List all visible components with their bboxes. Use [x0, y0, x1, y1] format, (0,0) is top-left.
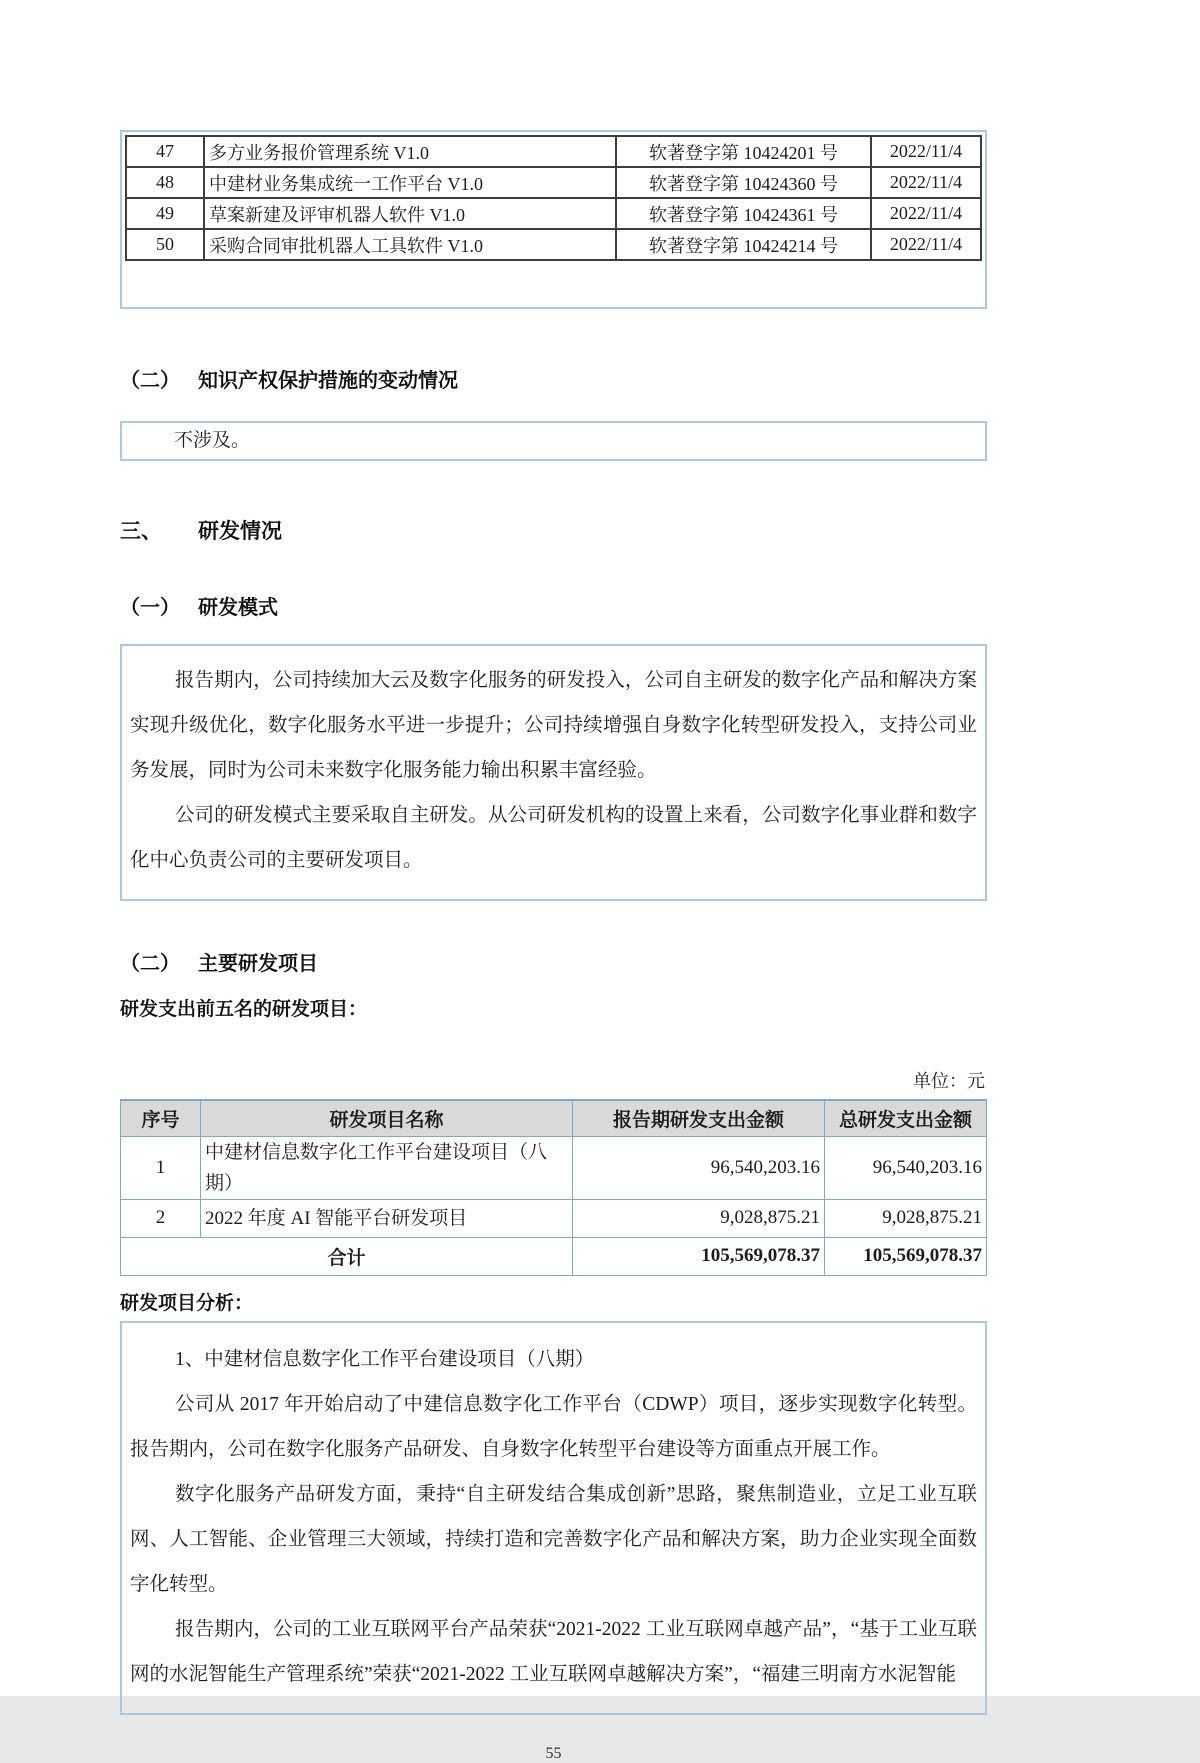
- rd-projects-table: [120, 1099, 987, 1276]
- row-number: 50: [126, 229, 204, 260]
- row-number: 48: [126, 167, 204, 198]
- section-title: 主要研发项目: [198, 953, 318, 975]
- software-name: 草案新建及评审机器人软件 V1.0: [204, 198, 616, 229]
- section-heading-ip-changes: [120, 364, 987, 393]
- period-amount: 96,540,203.16: [573, 1136, 825, 1199]
- registration-date: 2022/11/4: [871, 136, 981, 167]
- registration-no: 软著登字第 10424360 号: [616, 167, 871, 198]
- paragraph: 数字化服务产品研发方面，秉持“自主研发结合集成创新”思路，聚焦制造业，立足工业互联网、人工智能、企业管理三大领域，持续打造和完善数字化产品和解决方案，助力企业实现全面数字化转型。: [130, 1483, 977, 1595]
- registration-date: 2022/11/4: [871, 198, 981, 229]
- paragraph: 1、中建材信息数字化工作平台建设项目（八期）: [175, 1348, 595, 1370]
- period-amount: 105,569,078.37: [573, 1237, 825, 1275]
- paragraph: 报告期内，公司的工业互联网平台产品荣获“2021-2022 工业互联网卓越产品”，“基于工业互联网的水泥智能生产管理系统”荣获“2021-2022 工业互联网卓越解决方案”，“福建三明南方水泥智能: [130, 1618, 977, 1685]
- rd-mode-content-box: [120, 644, 987, 901]
- registrations-table: [125, 135, 982, 261]
- section-label: （一）: [120, 597, 180, 619]
- header-total: 总研发支出金额: [825, 1100, 987, 1136]
- ip-changes-content: 不涉及。: [174, 430, 251, 451]
- section-title: 知识产权保护措施的变动情况: [198, 370, 458, 392]
- header-period: 报告期研发支出金额: [573, 1100, 825, 1136]
- analysis-content-box: [120, 1321, 987, 1715]
- total-amount: 96,540,203.16: [825, 1136, 987, 1199]
- project-name: 2022 年度 AI 智能平台研发项目: [201, 1199, 573, 1237]
- paragraph: 公司从 2017 年开始启动了中建信息数字化工作平台（CDWP）项目，逐步实现数字化转型。报告期内，公司在数字化服务产品研发、自身数字化转型平台建设等方面重点开展工作。: [130, 1393, 977, 1460]
- row-number: 49: [126, 198, 204, 229]
- registration-date: 2022/11/4: [871, 167, 981, 198]
- project-name: 中建材信息数字化工作平台建设项目（八期）: [201, 1136, 573, 1199]
- software-name: 多方业务报价管理系统 V1.0: [204, 136, 616, 167]
- table-header-row: [121, 1100, 987, 1136]
- row-number: 47: [126, 136, 204, 167]
- section-label: （二）: [120, 953, 180, 975]
- registration-no: 软著登字第 10424201 号: [616, 136, 871, 167]
- table-row: [126, 198, 981, 229]
- registration-no: 软著登字第 10424214 号: [616, 229, 871, 260]
- table-total-row: [121, 1237, 987, 1275]
- software-name: 采购合同审批机器人工具软件 V1.0: [204, 229, 616, 260]
- section-title: 研发模式: [198, 597, 278, 619]
- row-number: 2: [121, 1199, 201, 1237]
- section-label: （二）: [120, 370, 180, 392]
- header-name: 研发项目名称: [201, 1100, 573, 1136]
- software-name: 中建材业务集成统一工作平台 V1.0: [204, 167, 616, 198]
- period-amount: 9,028,875.21: [573, 1199, 825, 1237]
- section-title: 研发情况: [198, 520, 282, 543]
- section-label: 三、: [120, 520, 162, 543]
- total-amount: 105,569,078.37: [825, 1237, 987, 1275]
- ip-changes-content-box: [120, 421, 987, 461]
- registrations-table-container: [120, 130, 987, 309]
- section-heading-rd: [120, 515, 987, 545]
- section-heading-rd-projects: [120, 947, 987, 976]
- row-number: 1: [121, 1136, 201, 1199]
- analysis-title: 研发项目分析：: [120, 1292, 254, 1314]
- table-row: [121, 1199, 987, 1237]
- total-amount: 9,028,875.21: [825, 1199, 987, 1237]
- total-label: 合计: [121, 1237, 573, 1275]
- header-no: 序号: [121, 1100, 201, 1136]
- section-heading-rd-mode: [120, 591, 987, 620]
- page-number: 55: [545, 1744, 562, 1762]
- paragraph: 报告期内，公司持续加大云及数字化服务的研发投入，公司自主研发的数字化产品和解决方案实现升级优化，数字化服务水平进一步提升；公司持续增强自身数字化转型研发投入，支持公司业务发展，同时为公司未来数字化服务能力输出积累丰富经验。: [130, 670, 977, 781]
- projects-subtitle: 研发支出前五名的研发项目：: [120, 999, 368, 1020]
- unit-label: 单位：元: [913, 1071, 985, 1091]
- table-row: [126, 167, 981, 198]
- paragraph: 公司的研发模式主要采取自主研发。从公司研发机构的设置上来看，公司数字化事业群和数字化中心负责公司的主要研发项目。: [130, 805, 977, 871]
- table-row: [121, 1136, 987, 1199]
- registration-date: 2022/11/4: [871, 229, 981, 260]
- table-row: [126, 136, 981, 167]
- registration-no: 软著登字第 10424361 号: [616, 198, 871, 229]
- table-row: [126, 229, 981, 260]
